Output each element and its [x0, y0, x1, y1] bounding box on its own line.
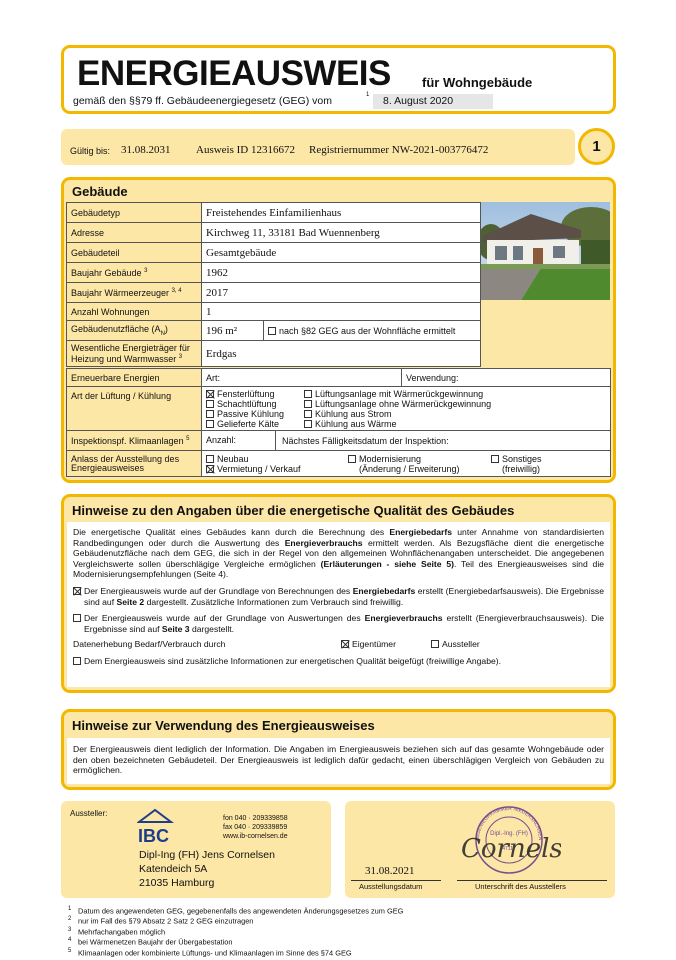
checkbox-modernisation[interactable] — [348, 455, 356, 463]
label-renewables: Erneuerbare Energien — [67, 369, 202, 387]
legal-basis: gemäß den §§79 ff. Gebäudeenergiegesetz (GEG) vom — [73, 95, 332, 107]
value-building-type: Freistehendes Einfamilienhaus — [202, 203, 481, 223]
issuer-label: Aussteller: — [70, 809, 108, 818]
checkbox-additional-info[interactable] — [73, 657, 81, 665]
renewables-use: Verwendung: — [402, 369, 611, 387]
modernisation-note: (Änderung / Erweiterung) — [359, 463, 460, 474]
stamp-ring-text: INGENIEURKAMMER NIEDERSACHSEN — [474, 805, 544, 841]
label-construction-year: Baujahr Gebäude $^3$ — [67, 263, 202, 283]
signature-line — [457, 880, 607, 881]
label-ac-inspection: Inspektionspf. Klimaanlagen $^5$ — [67, 431, 202, 451]
label-ventilation: Art der Lüftung / Kühlung — [67, 387, 202, 431]
footnote: $^5$ Klimaanlagen oder kombinierte Lüftungs- und Klimaanlagen im Sinne des §74 GEG — [68, 947, 352, 958]
issuer-panel — [61, 801, 331, 898]
house-image — [481, 202, 610, 300]
handwritten-signature: Cornel — [461, 834, 550, 864]
official-stamp — [457, 805, 561, 875]
option-cooling-electric[interactable]: Kühlung aus Strom — [304, 409, 491, 419]
footnote: $^4$ bei Wärmenetzen Baujahr der Übergabestation — [68, 937, 233, 947]
signature-label: Unterschrift des Ausstellers — [475, 882, 566, 891]
value-construction-year: 1962 — [202, 263, 481, 283]
issuer-phone: fon 040 · 209339858 — [223, 815, 288, 822]
option-cooling-heat[interactable]: Kühlung aus Wärme — [304, 419, 491, 429]
renewables-type: Art: — [202, 369, 402, 387]
footnote: $^3$ Mehrfachangaben möglich — [68, 926, 166, 937]
checkbox-passive-cooling[interactable] — [206, 410, 214, 418]
valid-until-label: Gültig bis: — [70, 146, 111, 156]
issue-date-label: Ausstellungsdatum — [359, 882, 423, 891]
checkbox-cooling-heat[interactable] — [304, 420, 312, 428]
value-building-part: Gesamtgebäude — [202, 243, 481, 263]
checkbox-consumption-certificate[interactable] — [73, 614, 81, 622]
checkbox-floor-area[interactable] — [268, 327, 276, 335]
label-apartments: Anzahl Wohnungen — [67, 303, 202, 321]
usage-notes-section — [61, 709, 616, 790]
value-heater-year: 2017 — [202, 283, 481, 303]
footnote: $^1$ Datum des angewendeten GEG, gegebenenfalls des angewendeten Änderungsgesetzes zum GEG — [68, 906, 404, 916]
footnote: $^2$ nur im Fall des §79 Absatz 2 Satz 2 GEG einzutragen — [68, 916, 254, 926]
signature-panel — [345, 801, 615, 898]
value-address: Kirchweg 11, 33181 Bad Wuennenberg — [202, 223, 481, 243]
option-ventilation-with-recovery[interactable]: Lüftungsanlage mit Wärmerückgewinnung — [304, 389, 491, 399]
option-passive-cooling[interactable]: Passive Kühlung — [206, 409, 304, 419]
option-owner[interactable]: Eigentümer — [341, 639, 396, 650]
registration-number: Registriernummer NW-2021-003776472 — [309, 144, 489, 156]
law-date: 8. August 2020 — [373, 94, 493, 109]
ventilation-options — [202, 387, 611, 431]
label-building-type: Gebäudetyp — [67, 203, 202, 223]
page-number-badge: 1 — [578, 128, 615, 165]
valid-until-value: 31.08.2031 — [121, 144, 171, 156]
ibc-logo-icon — [137, 808, 177, 844]
value-energy-carrier: Erdgas — [202, 341, 481, 367]
checkbox-new-build[interactable] — [206, 455, 214, 463]
label-floor-area: Gebäudenutzfläche $(A_N)$ — [67, 321, 202, 341]
checkbox-rent-sale[interactable] — [206, 465, 214, 473]
quality-notes-intro: Die energetische Qualität eines Gebäudes kann durch die Berechnung des Energiebedarfs unter Annahme von standardisierten Randbedingungen oder durch die Auswertung des Energieverbrauchs ermittelt werden. Als Bezugsfläche dient die energetische Gebäudenutzfläche nach dem GEG, die sich in der Regel von den allgemeinen Wohnflächenangaben unterscheidet. Die angegebenen Vergleichswerte sollen überschlägige Vergleiche ermöglichen (Erläuterungen - siehe Seite 5). Teil des Energieausweises sind die Modernisierungsempfehlungen (Seite 4). — [73, 527, 605, 580]
label-energy-carrier: Wesentliche Energieträger für Heizung und Warmwasser $^3$ — [67, 341, 202, 367]
checkbox-ventilation-with-recovery[interactable] — [304, 390, 312, 398]
option-demand-certificate[interactable]: Der Energieausweis wurde auf der Grundlage von Berechnungen des Energiebedarfs erstellt (Energiebedarfsausweis). Die Ergebnisse sind auf Seite 2 dargestellt. Zusätzliche Informationen zum Verbrauch sind freiwillig. — [73, 586, 604, 607]
checkbox-window-ventilation[interactable] — [206, 390, 214, 398]
checkbox-owner[interactable] — [341, 640, 349, 648]
checkbox-issuer[interactable] — [431, 640, 439, 648]
checkbox-shaft-ventilation[interactable] — [206, 400, 214, 408]
document-title: ENERGIEAUSWEIS — [77, 54, 391, 93]
option-window-ventilation[interactable]: Fensterlüftung — [206, 389, 304, 399]
value-floor-area: 196 m² — [202, 321, 264, 341]
option-ventilation-without-recovery[interactable]: Lüftungsanlage ohne Wärmerückgewinnung — [304, 399, 491, 409]
ac-next-inspection: Nächstes Fälligkeitsdatum der Inspektion: — [282, 435, 449, 446]
floor-area-option[interactable]: nach §82 GEG aus der Wohnfläche ermittelt — [264, 321, 481, 341]
checkbox-demand-certificate[interactable] — [73, 587, 81, 595]
footnote-ref: 1 — [366, 92, 370, 98]
usage-notes-body — [67, 738, 610, 784]
issuer-name: Dipl-Ing (FH) Jens Cornelsen — [139, 849, 275, 861]
label-heater-year: Baujahr Wärmeerzeuger $^{3, 4}$ — [67, 283, 202, 303]
quality-notes-body — [67, 522, 610, 687]
option-new-build[interactable]: Neubau — [206, 454, 348, 464]
option-delivered-cooling[interactable]: Gelieferte Kälte — [206, 419, 304, 429]
issuer-city: 21035 Hamburg — [139, 877, 215, 889]
issue-reason-options — [202, 451, 611, 477]
option-other[interactable]: Sonstiges — [491, 454, 542, 464]
stamp-icon — [457, 805, 561, 875]
issuer-website: www.ib-cornelsen.de — [223, 833, 288, 840]
building-table — [66, 202, 481, 367]
stamp-number: 47117 — [502, 846, 516, 852]
stamp-title: Dipl.-Ing. (FH) — [490, 831, 528, 837]
checkbox-ventilation-without-recovery[interactable] — [304, 400, 312, 408]
building-section-title: Gebäude — [72, 184, 128, 199]
issuer-fax: fax 040 · 209339859 — [223, 824, 288, 831]
certificate-id: Ausweis ID 12316672 — [196, 144, 295, 156]
building-photo — [481, 202, 610, 300]
label-building-part: Gebäudeteil — [67, 243, 202, 263]
data-collection-label: Datenerhebung Bedarf/Verbrauch durch — [73, 639, 226, 650]
ac-inspection-fields — [202, 431, 611, 451]
data-collection-row — [73, 639, 604, 650]
building-table-2 — [66, 368, 611, 477]
usage-notes-title: Hinweise zur Verwendung des Energieausweises — [72, 718, 375, 733]
svg-text:IBC: IBC — [138, 826, 169, 844]
checkbox-other[interactable] — [491, 455, 499, 463]
quality-notes-title: Hinweise zu den Angaben über die energetische Qualität des Gebäudes — [72, 503, 515, 518]
ac-count: Anzahl: — [202, 431, 276, 450]
other-note: (freiwillig) — [502, 463, 540, 474]
option-modernisation[interactable]: Modernisierung — [348, 454, 491, 464]
value-apartments: 1 — [202, 303, 481, 321]
header-box — [61, 45, 616, 114]
id-bar — [61, 129, 575, 165]
option-issuer[interactable]: Aussteller — [431, 639, 480, 650]
checkbox-cooling-electric[interactable] — [304, 410, 312, 418]
footnotes — [68, 905, 608, 957]
option-rent-sale[interactable]: Vermietung / Verkauf — [206, 464, 348, 474]
checkbox-delivered-cooling[interactable] — [206, 420, 214, 428]
issuer-street: Katendeich 5A — [139, 863, 208, 875]
option-shaft-ventilation[interactable]: Schachtlüftung — [206, 399, 304, 409]
label-issue-reason: Anlass der Ausstellung des Energieausweises — [67, 451, 202, 477]
usage-notes-text: Der Energieausweis dient lediglich der Information. Die Angaben im Energieausweis beziehen sich auf das gesamte Wohngebäude oder den oben bezeichneten Gebäudeteil. Der Energieausweis ist lediglich dafür gedacht, einen überschlägigen Vergleich von Gebäuden zu ermöglichen. — [73, 744, 604, 776]
quality-notes-section — [61, 494, 616, 693]
option-consumption-certificate[interactable]: Der Energieausweis wurde auf der Grundlage von Auswertungen des Energieverbrauchs erstellt (Energieverbrauchsausweis). Die Ergebnisse sind auf Seite 3 dargestellt. — [73, 613, 604, 634]
label-address: Adresse — [67, 223, 202, 243]
option-additional-info[interactable]: Dem Energieausweis sind zusätzliche Informationen zur energetischen Qualität beigefügt (freiwillige Angabe). — [73, 656, 604, 667]
issue-date-line — [351, 880, 441, 881]
document-subtitle: für Wohngebäude — [422, 75, 533, 90]
issue-date: 31.08.2021 — [365, 865, 415, 877]
